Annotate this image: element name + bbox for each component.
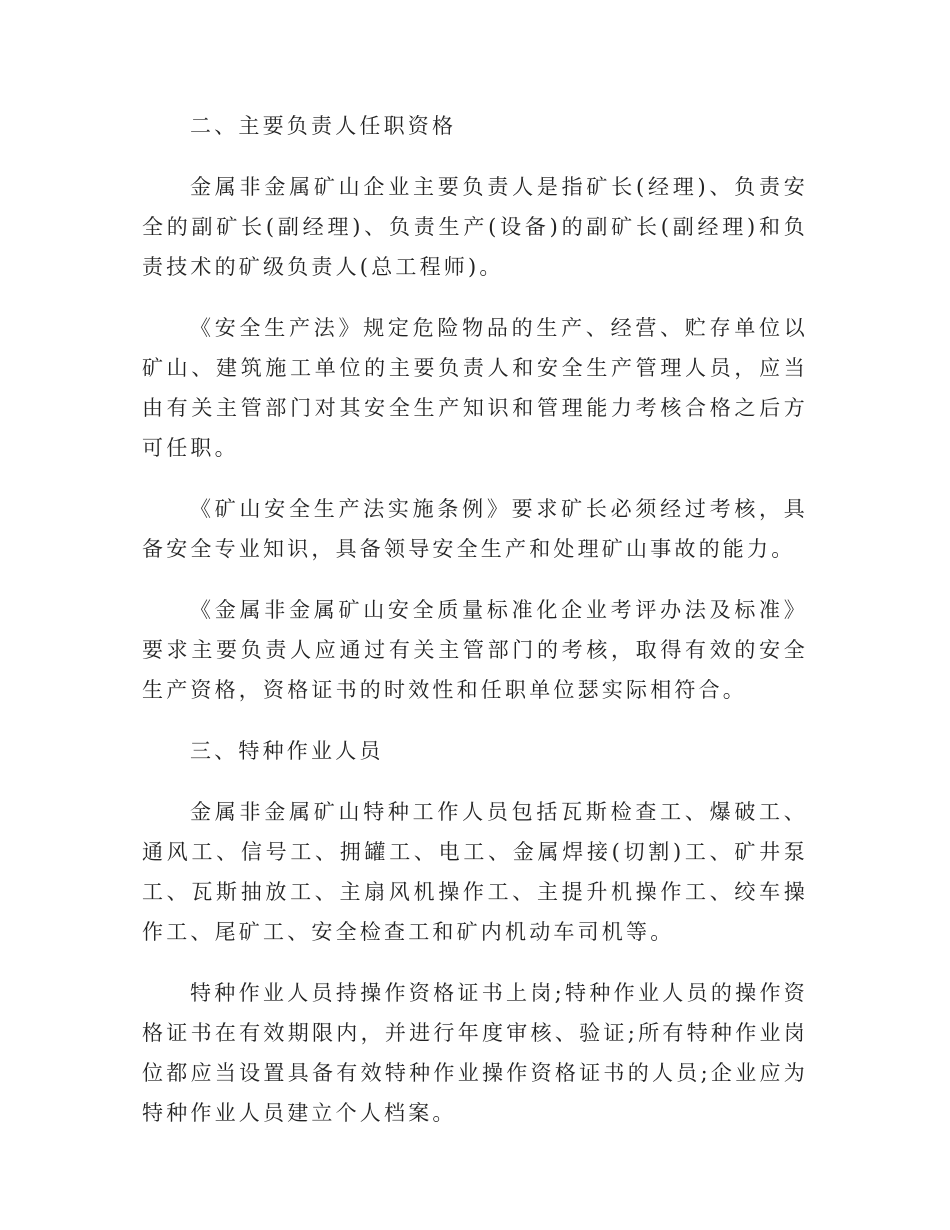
- paragraph: 金属非金属矿山企业主要负责人是指矿长(经理)、负责安全的副矿长(副经理)、负责生产(设备)的副矿长(副经理)和负责技术的矿级负责人(总工程师)。: [142, 175, 808, 279]
- section-heading: 二、主要负责人任职资格: [190, 114, 457, 138]
- paragraph: 《矿山安全生产法实施条例》要求矿长必须经过考核，具备安全专业知识，具备领导安全生产和处理矿山事故的能力。: [142, 497, 808, 561]
- paragraph: 特种作业人员持操作资格证书上岗;特种作业人员的操作资格证书在有效期限内，并进行年度审核、验证;所有特种作业岗位都应当设置具备有效特种作业操作资格证书的人员;企业应为特种作业人员建立个人档案。: [142, 981, 808, 1125]
- paragraph: 《金属非金属矿山安全质量标准化企业考评办法及标准》要求主要负责人应通过有关主管部门的考核，取得有效的安全生产资格，资格证书的时效性和任职单位瑟实际相符合。: [142, 598, 808, 702]
- paragraph: 金属非金属矿山特种工作人员包括瓦斯检查工、爆破工、通风工、信号工、拥罐工、电工、金属焊接(切割)工、矿井泵工、瓦斯抽放工、主扇风机操作工、主提升机操作工、绞车操作工、尾矿工、安全检查工和矿内机动车司机等。: [142, 800, 808, 944]
- paragraph: 《安全生产法》规定危险物品的生产、经营、贮存单位以矿山、建筑施工单位的主要负责人和安全生产管理人员，应当由有关主管部门对其安全生产知识和管理能力考核合格之后方可任职。: [142, 316, 808, 460]
- document-body: [142, 106, 808, 1154]
- section-heading: 三、特种作业人员: [190, 739, 384, 763]
